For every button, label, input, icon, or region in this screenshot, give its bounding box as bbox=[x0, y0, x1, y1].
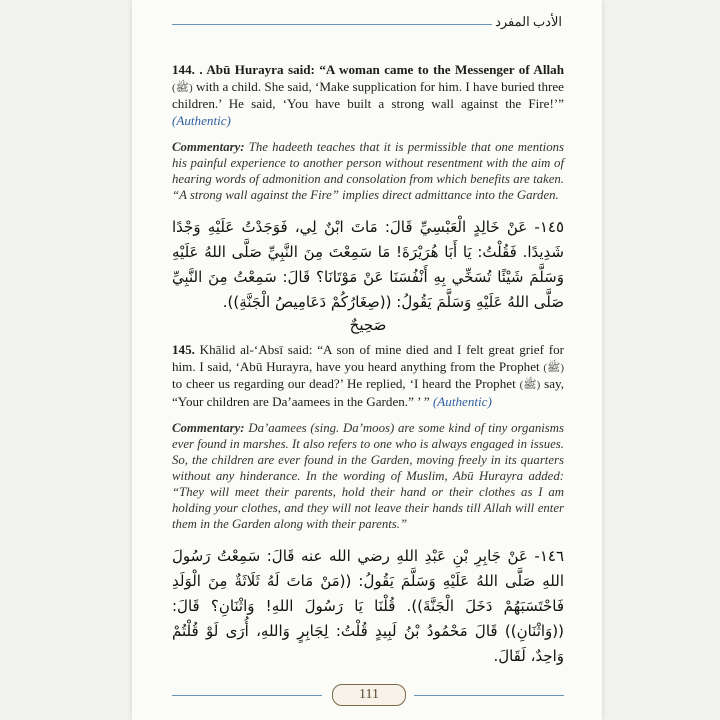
book-page bbox=[132, 0, 602, 720]
pbuh-mark: (ﷺ) bbox=[172, 81, 193, 94]
hadith-145-text-a: Khālid al-‘Absī said: “A son of mine died and I felt great grief for him. I said, ‘Abū Hurayra, have you heard anything from the Prophet bbox=[172, 341, 564, 374]
hadith-145-grade: (Authentic) bbox=[432, 393, 492, 409]
page-footer bbox=[172, 682, 564, 708]
commentary-label: Commentary: bbox=[172, 140, 245, 155]
pbuh-mark: (ﷺ) bbox=[519, 379, 541, 392]
hadith-145-text-c: say, “Your children are Da’aamees in the Garden.” ’ ” bbox=[172, 376, 564, 409]
hadith-145-number: 145. bbox=[172, 341, 195, 357]
footer-rule-left bbox=[172, 695, 322, 696]
hadith-144-text-b: with a child. She said, ‘Make supplication for him. I have buried three children.’ He said, ‘You have built a strong wall against the Fire!’” bbox=[172, 78, 564, 112]
hadith-145-commentary bbox=[172, 420, 564, 532]
hadith-144-commentary bbox=[172, 139, 564, 203]
hadith-146-arabic: ١٤٦- عَنْ جَابِرِ بْنِ عَبْدِ اللهِ رضي الله عنه قَالَ: سَمِعْتُ رَسُولَ اللهِ صَلَّى اللهُ عَلَيْهِ وَسَلَّمَ يَقُولُ: ((مَنْ مَاتَ لَهُ ثَلَاثَةٌ مِنَ الْوَلَدِ فَاحْتَسَبَهُمْ دَخَلَ الْجَنَّةَ)). قُلْنَا يَا رَسُولَ اللهِ! وَاثْنَانِ؟ قَالَ: ((وَاثْنَانِ)) قَالَ مَحْمُودُ بْنُ لَبِيدٍ قُلْتُ: لِجَابِرٍ وَاللهِ، أُرَى لَوْ قُلْتُمْ وَاحِدٌ، لَقَالَ. bbox=[172, 547, 564, 666]
book-title: الأدب المفرد bbox=[495, 14, 562, 29]
footer-rule-right bbox=[414, 695, 564, 696]
hadith-145-arabic: ١٤٥- عَنْ خَالِدٍ الْعَبْسِيِّ قَالَ: مَاتَ ابْنٌ لِي، فَوَجَدْتُ عَلَيْهِ وَجْدًا شَدِيدًا. فَقُلْتُ: يَا أَبَا هُرَيْرَةَ! مَا سَمِعْتَ مِنَ النَّبِيِّ صَلَّى اللهُ عَلَيْهِ وَسَلَّمَ شَيْئًا تُسَخِّي بِهِ أَنْفُسَنَا عَنْ مَوْتَانَا؟ قَالَ: سَمِعْتُ مِنَ النَّبِيِّ صَلَّى اللهُ عَلَيْهِ وَسَلَّمَ يَقُولُ: ((صِغَارُكُمْ دَعَامِيصُ الْجَنَّةِ)). bbox=[172, 218, 564, 312]
hadith-144-grade: (Authentic) bbox=[172, 112, 231, 128]
commentary-text: The hadeeth teaches that it is permissible that one mentions his painful experience to another person without resentment with the aim of hearing words of admonition and consolation from which benefits are taken. “A strong wall against the Fire” implies direct admittance into the Garden. bbox=[172, 140, 564, 203]
commentary-text: Da’aamees (sing. Da’moos) are some kind of tiny organisms ever found in marshes. It also refers to one who is always engaged in issues. So, the children are ever found in the Garden, moving freely in its quarters without any hinderance. In the wording of Muslim, Abū Hurayra added: “They will meet their parents, hold their hand or their clothes as I am holding your clothes, and they will not leave their hands till Allah will enter them in the Garden along with their parents.” bbox=[172, 421, 564, 532]
running-header bbox=[172, 14, 562, 36]
hadith-145-text-b: to cheer us regarding our dead?’ He replied, ‘I heard the Prophet bbox=[172, 376, 520, 392]
commentary-label: Commentary: bbox=[172, 421, 245, 436]
pbuh-mark: (ﷺ) bbox=[543, 361, 564, 374]
hadith-145-translation bbox=[172, 342, 564, 410]
hadith-144-translation bbox=[172, 62, 564, 129]
page-content bbox=[172, 62, 564, 671]
page-number: 111 bbox=[332, 684, 406, 706]
hadith-144-text-a: . Abū Hurayra said: “A woman came to the Messenger of Allah bbox=[194, 62, 564, 77]
hadith-145-arabic-grade: صَحِيحٌ bbox=[349, 316, 387, 335]
hadith-144-number: 144. bbox=[172, 62, 195, 77]
header-rule bbox=[172, 24, 492, 25]
